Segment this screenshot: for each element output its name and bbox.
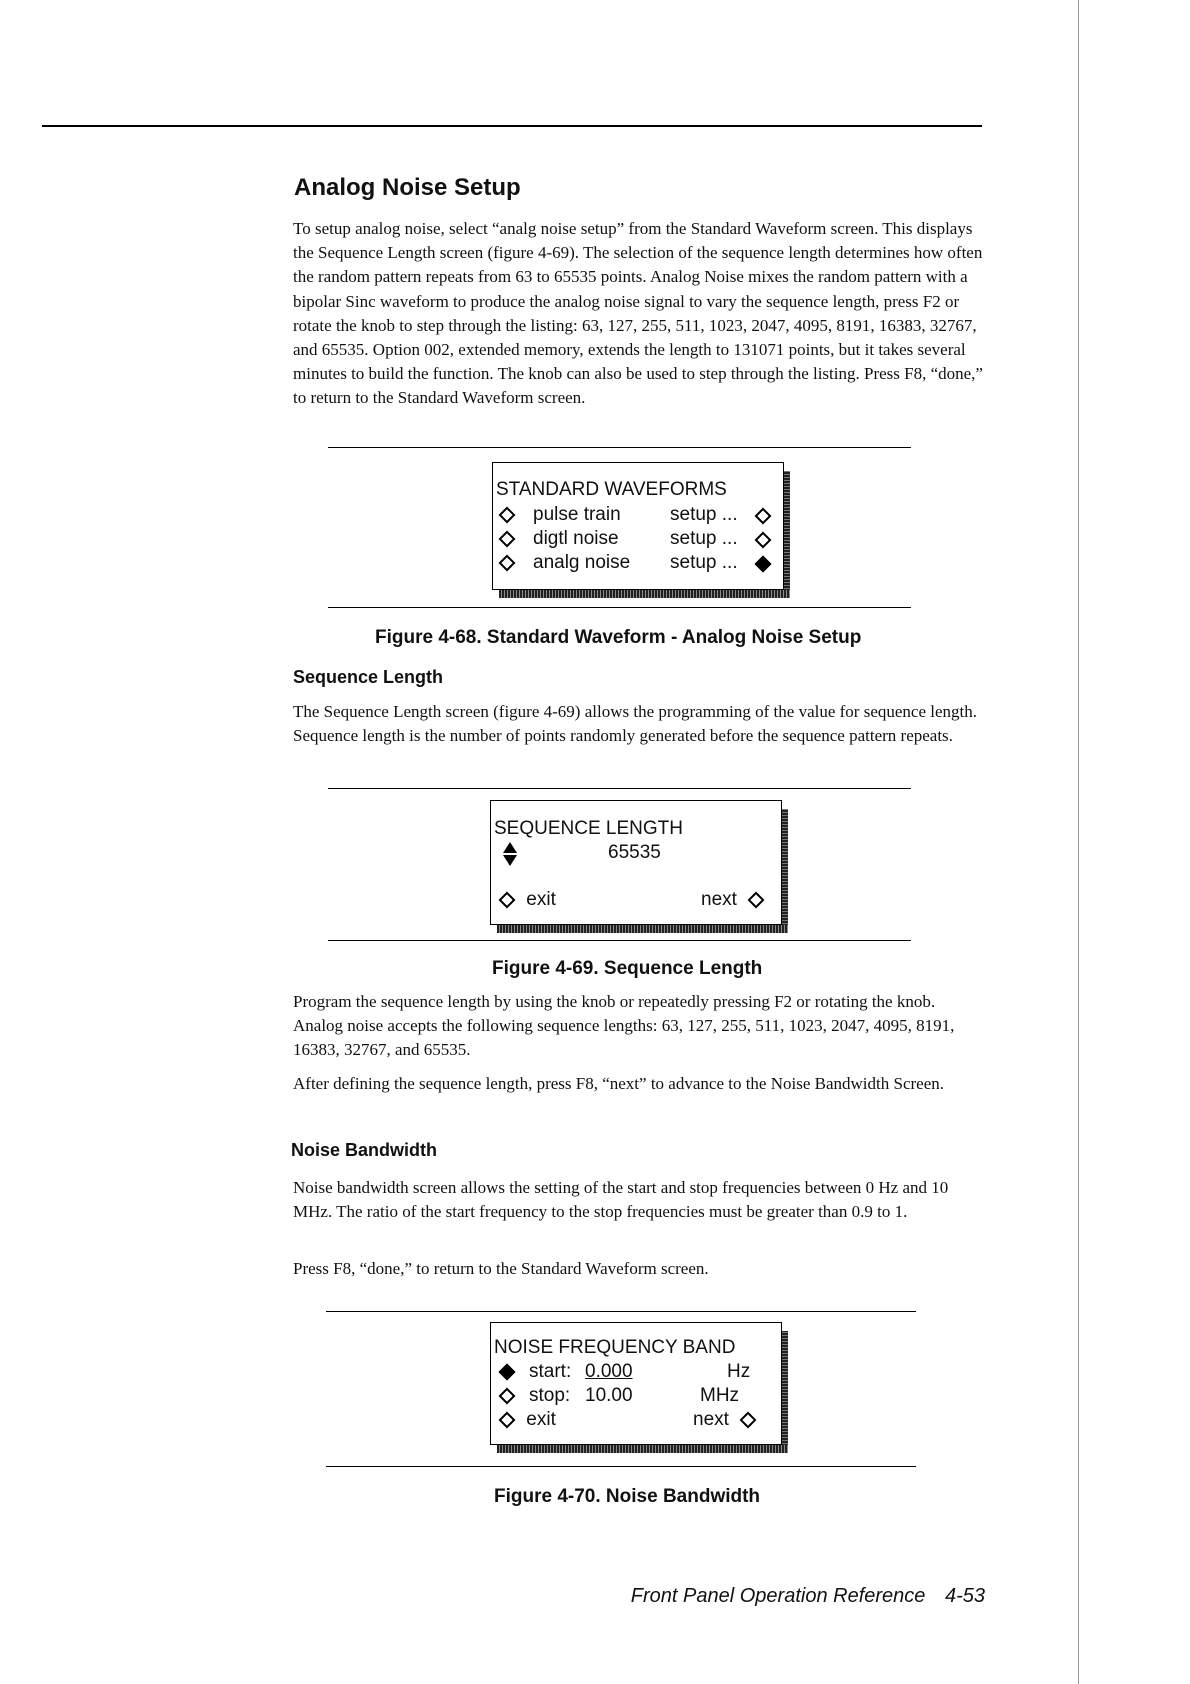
screen-title: SEQUENCE LENGTH	[494, 818, 683, 839]
figure-68-caption: Figure 4-68. Standard Waveform - Analog Noise Setup	[375, 627, 862, 648]
waveform-label: analg noise	[533, 552, 631, 573]
stop-label: stop:	[529, 1385, 571, 1406]
diamond-filled-icon	[499, 1363, 516, 1380]
footer-title: Front Panel Operation Reference	[630, 1585, 926, 1607]
diamond-outline-icon	[499, 530, 516, 547]
section-title: Analog Noise Setup	[294, 174, 521, 201]
stop-value[interactable]: 10.00	[585, 1385, 633, 1406]
waveform-row-digtl-noise[interactable]	[501, 528, 738, 550]
diamond-outline-icon	[499, 554, 516, 571]
figure-70-caption: Figure 4-70. Noise Bandwidth	[494, 1486, 761, 1507]
sequence-length-screen	[490, 800, 782, 925]
figure-70-bottom-rule	[326, 1466, 916, 1467]
stop-frequency-row[interactable]	[501, 1385, 740, 1407]
sequence-length-heading: Sequence Length	[293, 667, 444, 687]
after-defining-paragraph: After defining the sequence length, press F8, “next” to advance to the Noise Bandwidth Screen.	[293, 1074, 944, 1093]
page-footer	[631, 1585, 985, 1608]
diamond-outline-icon	[748, 891, 765, 908]
header-rule	[42, 125, 982, 127]
screen-shadow	[782, 1331, 788, 1452]
screen-shadow	[497, 925, 788, 933]
stop-unit: MHz	[700, 1385, 740, 1406]
figure-69-caption: Figure 4-69. Sequence Length	[492, 958, 763, 979]
figure-70-top-rule	[326, 1311, 916, 1312]
waveform-row-pulse-train[interactable]	[501, 504, 738, 526]
setup-label: setup ...	[670, 552, 738, 573]
start-label: start:	[529, 1361, 572, 1382]
page-number: 4-53	[944, 1585, 985, 1607]
figure-69-top-rule	[328, 788, 911, 789]
next-softkey[interactable]	[693, 1409, 754, 1431]
diamond-outline-icon	[499, 506, 516, 523]
page-edge-line	[1078, 0, 1079, 1684]
next-label: next	[701, 889, 737, 910]
screen-shadow	[782, 809, 788, 932]
waveform-label: digtl noise	[533, 528, 619, 549]
diamond-outline-icon	[499, 891, 516, 908]
setup-label: setup ...	[670, 504, 738, 525]
up-down-arrow-icon	[503, 842, 517, 866]
waveform-label: pulse train	[533, 504, 621, 525]
start-frequency-row[interactable]	[501, 1361, 751, 1383]
setup-label: setup ...	[670, 528, 738, 549]
next-label: next	[693, 1409, 729, 1430]
sequence-length-value[interactable]: 65535	[608, 842, 661, 863]
program-paragraph: Program the sequence length by using the knob or repeatedly pressing F2 or rotating the knob. Analog noise accepts the following sequence lengths: 63, 127, 255, 511, 1023, 2047, 4095, 8191, 16383, 32767, and 65535.	[293, 992, 955, 1060]
noise-frequency-band-screen	[490, 1322, 782, 1445]
diamond-filled-icon	[755, 556, 772, 573]
noise-bandwidth-heading: Noise Bandwidth	[291, 1140, 438, 1160]
diamond-outline-icon	[499, 1387, 516, 1404]
screen-title: NOISE FREQUENCY BAND	[494, 1337, 736, 1358]
standard-waveforms-screen	[492, 462, 784, 590]
exit-label: exit	[526, 1409, 556, 1430]
press-f8-paragraph: Press F8, “done,” to return to the Standard Waveform screen.	[293, 1259, 709, 1278]
waveform-row-analg-noise[interactable]	[501, 552, 738, 574]
figure-69-bottom-rule	[328, 940, 911, 941]
diamond-outline-icon	[755, 532, 772, 549]
diamond-outline-icon	[499, 1411, 516, 1428]
next-softkey[interactable]	[701, 889, 762, 911]
figure-68-top-rule	[328, 447, 911, 448]
intro-paragraph: To setup analog noise, select “analg noise setup” from the Standard Waveform screen. This displays the Sequence Length screen (figure 4-69). The selection of the sequence length determines how often the random pattern repeats from 63 to 65535 points. Analog Noise mixes the random pattern with a bipolar Sinc waveform to produce the analog noise signal to vary the sequence length, press F2 or rotate the knob to step through the listing: 63, 127, 255, 511, 1023, 2047, 4095, 8191, 16383, 32767, and 65535. Option 002, extended memory, extends the length to 131071 points, but it takes several minutes to build the function. The knob can also be used to step through the listing. Press F8, “done,” to return to the Standard Waveform screen.	[293, 219, 983, 408]
start-value[interactable]: 0.000	[585, 1361, 633, 1382]
screen-title: STANDARD WAVEFORMS	[496, 479, 727, 500]
screen-shadow	[497, 1445, 788, 1453]
diamond-outline-icon	[755, 508, 772, 525]
exit-softkey[interactable]	[501, 889, 556, 911]
screen-shadow	[784, 471, 790, 597]
sequence-length-paragraph: The Sequence Length screen (figure 4-69) allows the programming of the value for sequence length. Sequence length is the number of points randomly generated before the sequence pattern repeats.	[293, 702, 978, 746]
start-unit: Hz	[727, 1361, 751, 1382]
exit-softkey[interactable]	[501, 1409, 556, 1431]
noise-bandwidth-paragraph: Noise bandwidth screen allows the setting of the start and stop frequencies between 0 Hz and 10 MHz. The ratio of the start frequency to the stop frequencies must be greater than 0.9 to 1.	[293, 1178, 949, 1222]
exit-label: exit	[526, 889, 556, 910]
figure-68-bottom-rule	[328, 607, 911, 608]
screen-shadow	[499, 590, 790, 598]
diamond-outline-icon	[740, 1411, 757, 1428]
